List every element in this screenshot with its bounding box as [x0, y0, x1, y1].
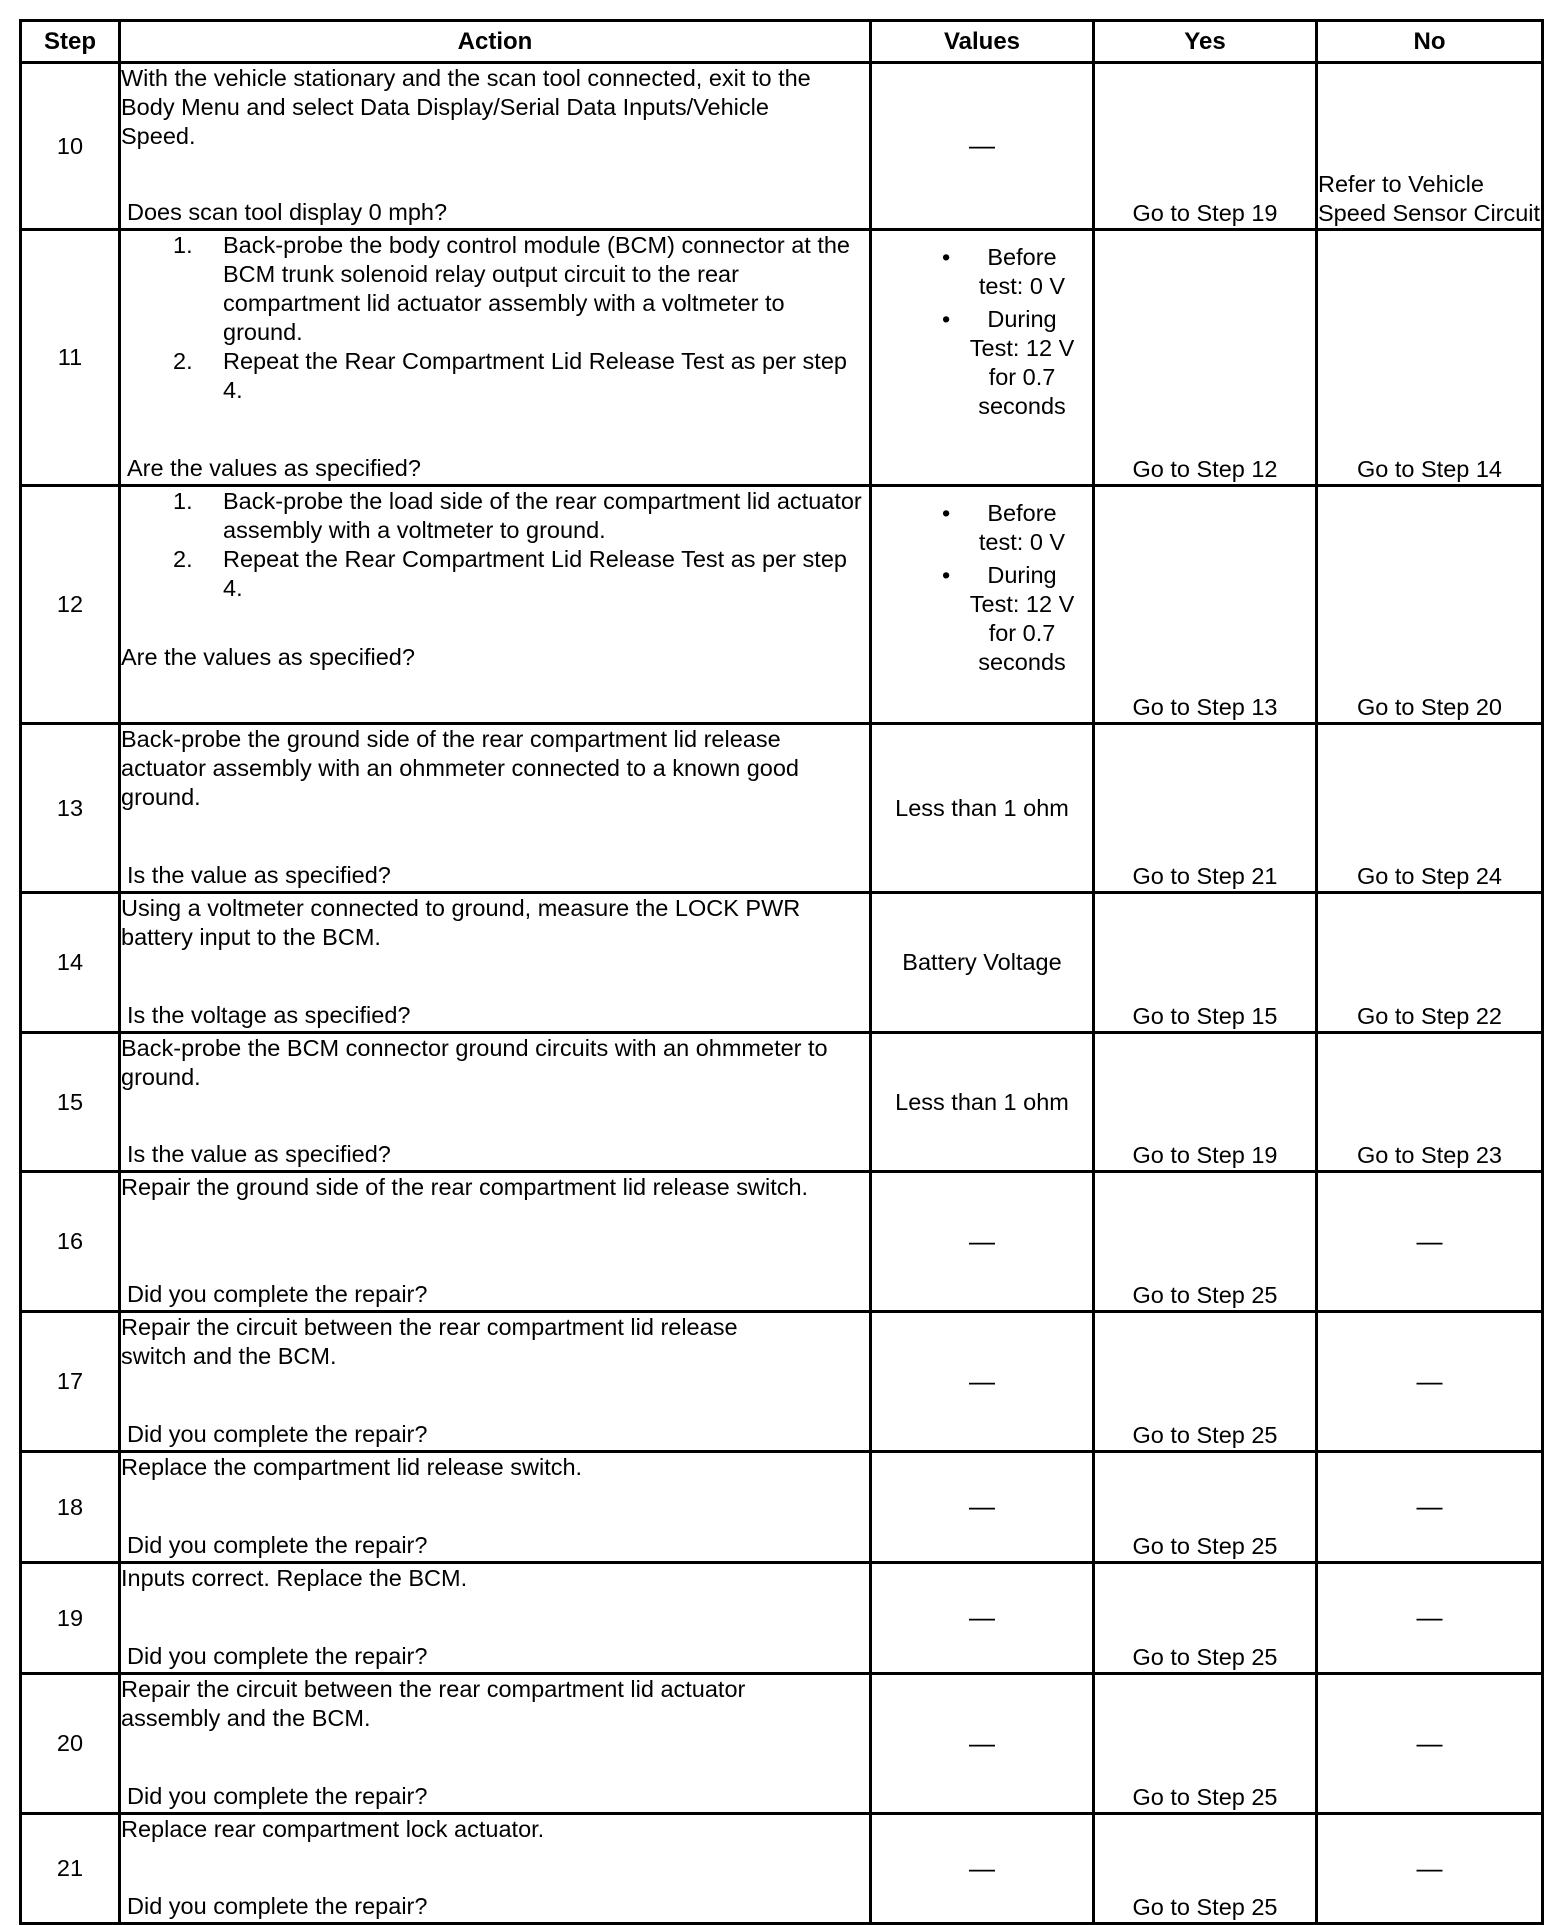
no-cell: Go to Step 20	[1317, 486, 1543, 724]
values-text: —	[969, 1602, 995, 1632]
no-text: —	[1416, 1852, 1443, 1883]
yes-cell: Go to Step 12	[1094, 230, 1317, 486]
step-number: 15	[21, 1033, 120, 1172]
no-cell: Go to Step 22	[1317, 893, 1543, 1033]
action-text: Replace rear compartment lock actuator.	[121, 1816, 545, 1842]
no-cell: Go to Step 23	[1317, 1033, 1543, 1172]
values-list-item: • During Test: 12 V for 0.7 seconds	[942, 306, 1075, 419]
header-values: Values	[871, 21, 1094, 63]
values-text: Less than 1 ohm	[895, 1088, 1069, 1115]
values-list	[872, 499, 1082, 681]
table-row	[21, 1452, 1543, 1563]
action-cell	[120, 1674, 871, 1814]
action-cell	[120, 1563, 871, 1674]
action-question: Did you complete the repair?	[127, 1532, 428, 1558]
action-cell	[120, 63, 871, 230]
action-question: Does scan tool display 0 mph?	[127, 199, 448, 225]
action-cell	[120, 1312, 871, 1452]
action-list-item: 1. Back-probe the body control module (BCM) connector at the BCM trunk solenoid relay output circuit to the rear compartment lid actuator assembly with a voltmeter to ground.	[173, 232, 850, 345]
yes-cell: Go to Step 19	[1094, 63, 1317, 230]
action-list-item: 2. Repeat the Rear Compartment Lid Release Test as per step 4.	[173, 546, 847, 601]
values-cell	[871, 486, 1094, 724]
action-question: Is the value as specified?	[127, 1141, 391, 1167]
step-number: 18	[21, 1452, 120, 1563]
values-cell	[871, 1563, 1094, 1674]
no-text: —	[1416, 1365, 1443, 1396]
header-step: Step	[21, 21, 120, 63]
action-cell	[120, 1452, 871, 1563]
no-cell	[1317, 1452, 1543, 1563]
step-number: 14	[21, 893, 120, 1033]
values-text: —	[969, 1491, 995, 1521]
no-text: —	[1416, 1602, 1443, 1632]
action-text: Back-probe the BCM connector ground circuits with an ohmmeter to ground.	[121, 1035, 828, 1090]
values-text: —	[969, 1727, 995, 1758]
action-list	[121, 231, 869, 405]
action-question: Did you complete the repair?	[127, 1421, 428, 1447]
no-cell	[1317, 1563, 1543, 1674]
table-row	[21, 1172, 1543, 1312]
values-cell	[871, 63, 1094, 230]
header-action: Action	[120, 21, 871, 63]
table-row	[21, 724, 1543, 893]
action-question: Did you complete the repair?	[127, 1893, 428, 1919]
table-row	[21, 230, 1543, 486]
table-row	[21, 1814, 1543, 1924]
step-number: 16	[21, 1172, 120, 1312]
yes-cell: Go to Step 25	[1094, 1563, 1317, 1674]
values-list-item: • Before test: 0 V	[942, 500, 1066, 555]
no-text: —	[1416, 1727, 1443, 1758]
action-question: Did you complete the repair?	[127, 1783, 428, 1809]
no-cell	[1317, 1312, 1543, 1452]
values-cell	[871, 230, 1094, 486]
step-number: 10	[21, 63, 120, 230]
step-number: 21	[21, 1814, 120, 1924]
action-list-item: 1. Back-probe the load side of the rear compartment lid actuator assembly with a voltmeter to ground.	[173, 488, 862, 543]
action-text: Inputs correct. Replace the BCM.	[121, 1565, 468, 1591]
no-cell: Go to Step 24	[1317, 724, 1543, 893]
step-number: 20	[21, 1674, 120, 1814]
values-list-item: • Before test: 0 V	[942, 244, 1066, 299]
values-cell	[871, 1033, 1094, 1172]
action-question: Are the values as specified?	[127, 455, 421, 481]
no-text: —	[1416, 1491, 1443, 1521]
action-text: Repair the ground side of the rear compartment lid release switch.	[121, 1174, 809, 1200]
values-text: Less than 1 ohm	[895, 794, 1069, 821]
yes-cell: Go to Step 25	[1094, 1312, 1317, 1452]
table-row	[21, 893, 1543, 1033]
action-cell	[120, 1814, 871, 1924]
table-row	[21, 1312, 1543, 1452]
action-text: Back-probe the ground side of the rear compartment lid release actuator assembly with an ohmmeter connected to a known good ground.	[121, 726, 799, 810]
table-row	[21, 486, 1543, 724]
yes-cell: Go to Step 15	[1094, 893, 1317, 1033]
table-row	[21, 63, 1543, 230]
table-row	[21, 1033, 1543, 1172]
values-cell	[871, 893, 1094, 1033]
step-number: 13	[21, 724, 120, 893]
no-cell: Go to Step 14	[1317, 230, 1543, 486]
action-cell	[120, 893, 871, 1033]
yes-cell: Go to Step 25	[1094, 1452, 1317, 1563]
action-cell	[120, 724, 871, 893]
action-question: Are the values as specified?	[121, 644, 415, 670]
action-text: With the vehicle stationary and the scan tool connected, exit to the Body Menu and select Data Display/Serial Data Inputs/Vehicle Speed.	[121, 65, 811, 149]
yes-cell: Go to Step 13	[1094, 486, 1317, 724]
action-question: Is the voltage as specified?	[127, 1002, 411, 1028]
no-cell	[1317, 1814, 1543, 1924]
action-text: Repair the circuit between the rear compartment lid release switch and the BCM.	[121, 1314, 738, 1369]
values-list-item: • During Test: 12 V for 0.7 seconds	[942, 562, 1075, 675]
values-cell	[871, 724, 1094, 893]
action-list-item: 2. Repeat the Rear Compartment Lid Release Test as per step 4.	[173, 348, 847, 403]
yes-cell: Go to Step 25	[1094, 1814, 1317, 1924]
values-cell	[871, 1452, 1094, 1563]
values-text: Battery Voltage	[902, 949, 1062, 975]
no-text: —	[1416, 1225, 1443, 1256]
table-row	[21, 1674, 1543, 1814]
yes-cell: Go to Step 19	[1094, 1033, 1317, 1172]
yes-cell: Go to Step 25	[1094, 1674, 1317, 1814]
action-cell	[120, 1033, 871, 1172]
yes-cell: Go to Step 25	[1094, 1172, 1317, 1312]
no-cell	[1317, 1172, 1543, 1312]
action-text: Using a voltmeter connected to ground, measure the LOCK PWR battery input to the BCM.	[121, 895, 801, 950]
step-number: 11	[21, 230, 120, 486]
step-number: 17	[21, 1312, 120, 1452]
yes-cell: Go to Step 21	[1094, 724, 1317, 893]
action-cell	[120, 486, 871, 724]
values-cell	[871, 1312, 1094, 1452]
action-cell	[120, 230, 871, 486]
values-cell	[871, 1674, 1094, 1814]
no-cell	[1317, 1674, 1543, 1814]
no-cell: Refer to Vehicle Speed Sensor Circuit	[1317, 63, 1543, 230]
values-cell	[871, 1814, 1094, 1924]
action-text: Replace the compartment lid release switch.	[121, 1454, 583, 1480]
values-text: —	[969, 1852, 995, 1883]
diagnostic-table	[19, 19, 1544, 1925]
values-text: —	[969, 130, 995, 160]
action-question: Is the value as specified?	[127, 862, 391, 888]
action-cell	[120, 1172, 871, 1312]
values-text: —	[969, 1365, 995, 1396]
table-row	[21, 1563, 1543, 1674]
values-list	[872, 243, 1082, 425]
action-question: Did you complete the repair?	[127, 1643, 428, 1669]
values-text: —	[969, 1225, 995, 1256]
values-cell	[871, 1172, 1094, 1312]
step-number: 19	[21, 1563, 120, 1674]
action-list	[121, 487, 869, 603]
header-no: No	[1317, 21, 1543, 63]
header-yes: Yes	[1094, 21, 1317, 63]
action-text: Repair the circuit between the rear compartment lid actuator assembly and the BCM.	[121, 1676, 746, 1731]
step-number: 12	[21, 486, 120, 724]
action-question: Did you complete the repair?	[127, 1281, 428, 1307]
header-row	[21, 21, 1543, 63]
